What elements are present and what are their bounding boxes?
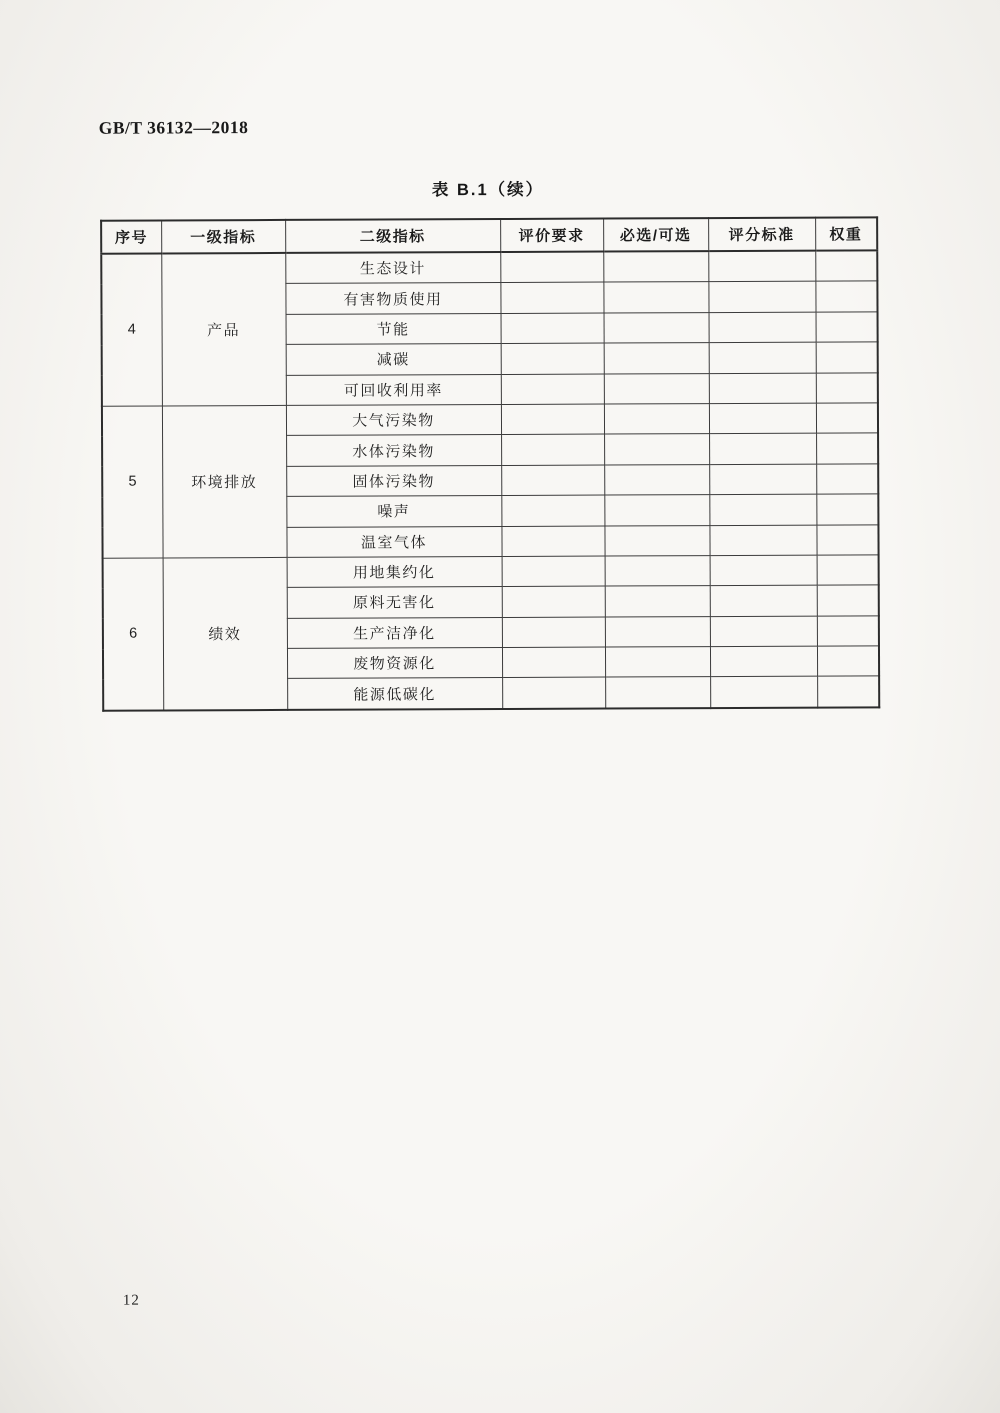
mandatory-cell xyxy=(605,647,710,678)
scoring-cell xyxy=(710,616,817,647)
page-number: 12 xyxy=(122,1292,140,1309)
mandatory-cell xyxy=(603,282,708,313)
requirement-cell xyxy=(501,465,604,496)
weight-cell xyxy=(817,646,879,677)
indicator-table xyxy=(100,216,880,711)
table-title: 表 B.1（续） xyxy=(431,180,545,200)
scoring-cell xyxy=(710,677,817,708)
level2-cell: 温室气体 xyxy=(286,526,501,557)
weight-cell xyxy=(815,250,877,281)
mandatory-cell xyxy=(604,464,709,495)
scoring-cell xyxy=(709,433,816,464)
weight-cell xyxy=(816,433,878,464)
mandatory-cell xyxy=(603,251,708,282)
scoring-cell xyxy=(709,464,816,495)
level2-cell: 生态设计 xyxy=(285,252,500,284)
seq-cell: 6 xyxy=(103,558,164,711)
requirement-cell xyxy=(501,434,604,465)
scoring-cell xyxy=(708,251,815,282)
requirement-cell xyxy=(500,252,603,283)
weight-cell xyxy=(816,312,878,343)
mandatory-cell xyxy=(605,616,710,647)
seq-cell: 5 xyxy=(102,406,163,558)
level2-cell: 废物资源化 xyxy=(287,648,502,679)
requirement-cell xyxy=(502,678,605,709)
weight-cell xyxy=(816,342,878,373)
scoring-cell xyxy=(710,555,817,586)
weight-cell xyxy=(816,403,878,434)
mandatory-cell xyxy=(604,434,709,465)
requirement-cell xyxy=(501,404,604,435)
level1-cell: 环境排放 xyxy=(162,405,287,557)
scoring-cell xyxy=(709,494,816,525)
scoring-cell xyxy=(709,342,816,373)
scoring-cell xyxy=(709,373,816,404)
level2-cell: 能源低碳化 xyxy=(287,678,502,710)
weight-cell xyxy=(816,464,878,495)
level2-cell: 大气污染物 xyxy=(286,404,501,435)
requirement-cell xyxy=(501,495,604,526)
col-header-requirement: 评价要求 xyxy=(500,219,603,252)
requirement-cell xyxy=(502,647,605,678)
scoring-cell xyxy=(710,646,817,677)
requirement-cell xyxy=(501,313,604,344)
standard-code: GB/T 36132—2018 xyxy=(98,117,249,138)
table-row xyxy=(101,250,877,284)
level2-cell: 水体污染物 xyxy=(286,435,501,466)
level1-cell: 绩效 xyxy=(163,557,288,710)
weight-cell xyxy=(816,524,878,555)
mandatory-cell xyxy=(604,312,709,343)
mandatory-cell xyxy=(604,404,709,435)
level2-cell: 原料无害化 xyxy=(287,587,502,618)
seq-cell: 4 xyxy=(101,253,162,406)
weight-cell xyxy=(815,281,877,312)
col-header-level1: 一级指标 xyxy=(161,220,285,254)
mandatory-cell xyxy=(604,373,709,404)
requirement-cell xyxy=(500,282,603,313)
mandatory-cell xyxy=(604,495,709,526)
scoring-cell xyxy=(709,312,816,343)
table-row xyxy=(103,555,879,589)
mandatory-cell xyxy=(604,343,709,374)
weight-cell xyxy=(817,555,879,586)
level2-cell: 用地集约化 xyxy=(287,556,502,587)
requirement-cell xyxy=(502,556,605,587)
col-header-mandatory: 必选/可选 xyxy=(603,218,708,251)
mandatory-cell xyxy=(604,525,709,556)
requirement-cell xyxy=(501,374,604,405)
requirement-cell xyxy=(501,343,604,374)
requirement-cell xyxy=(501,526,604,557)
header-row xyxy=(101,217,877,253)
level2-cell: 噪声 xyxy=(286,496,501,527)
mandatory-cell xyxy=(605,677,710,708)
level2-cell: 减碳 xyxy=(286,344,501,375)
scoring-cell xyxy=(709,525,816,556)
col-header-level2: 二级指标 xyxy=(285,219,500,253)
scoring-cell xyxy=(709,403,816,434)
weight-cell xyxy=(816,494,878,525)
level2-cell: 有害物质使用 xyxy=(285,283,500,314)
scoring-cell xyxy=(708,282,815,313)
level2-cell: 固体污染物 xyxy=(286,465,501,496)
level1-cell: 产品 xyxy=(161,253,286,406)
col-header-weight: 权重 xyxy=(815,217,877,250)
requirement-cell xyxy=(502,586,605,617)
col-header-seq: 序号 xyxy=(101,220,161,253)
col-header-scoring: 评分标准 xyxy=(708,218,815,251)
mandatory-cell xyxy=(605,586,710,617)
weight-cell xyxy=(817,676,879,707)
table-row xyxy=(102,403,878,437)
mandatory-cell xyxy=(605,555,710,586)
level2-cell: 生产洁净化 xyxy=(287,617,502,648)
requirement-cell xyxy=(502,617,605,648)
level2-cell: 可回收利用率 xyxy=(286,374,501,405)
weight-cell xyxy=(817,585,879,616)
weight-cell xyxy=(816,372,878,403)
weight-cell xyxy=(817,616,879,647)
scoring-cell xyxy=(710,585,817,616)
level2-cell: 节能 xyxy=(286,313,501,344)
